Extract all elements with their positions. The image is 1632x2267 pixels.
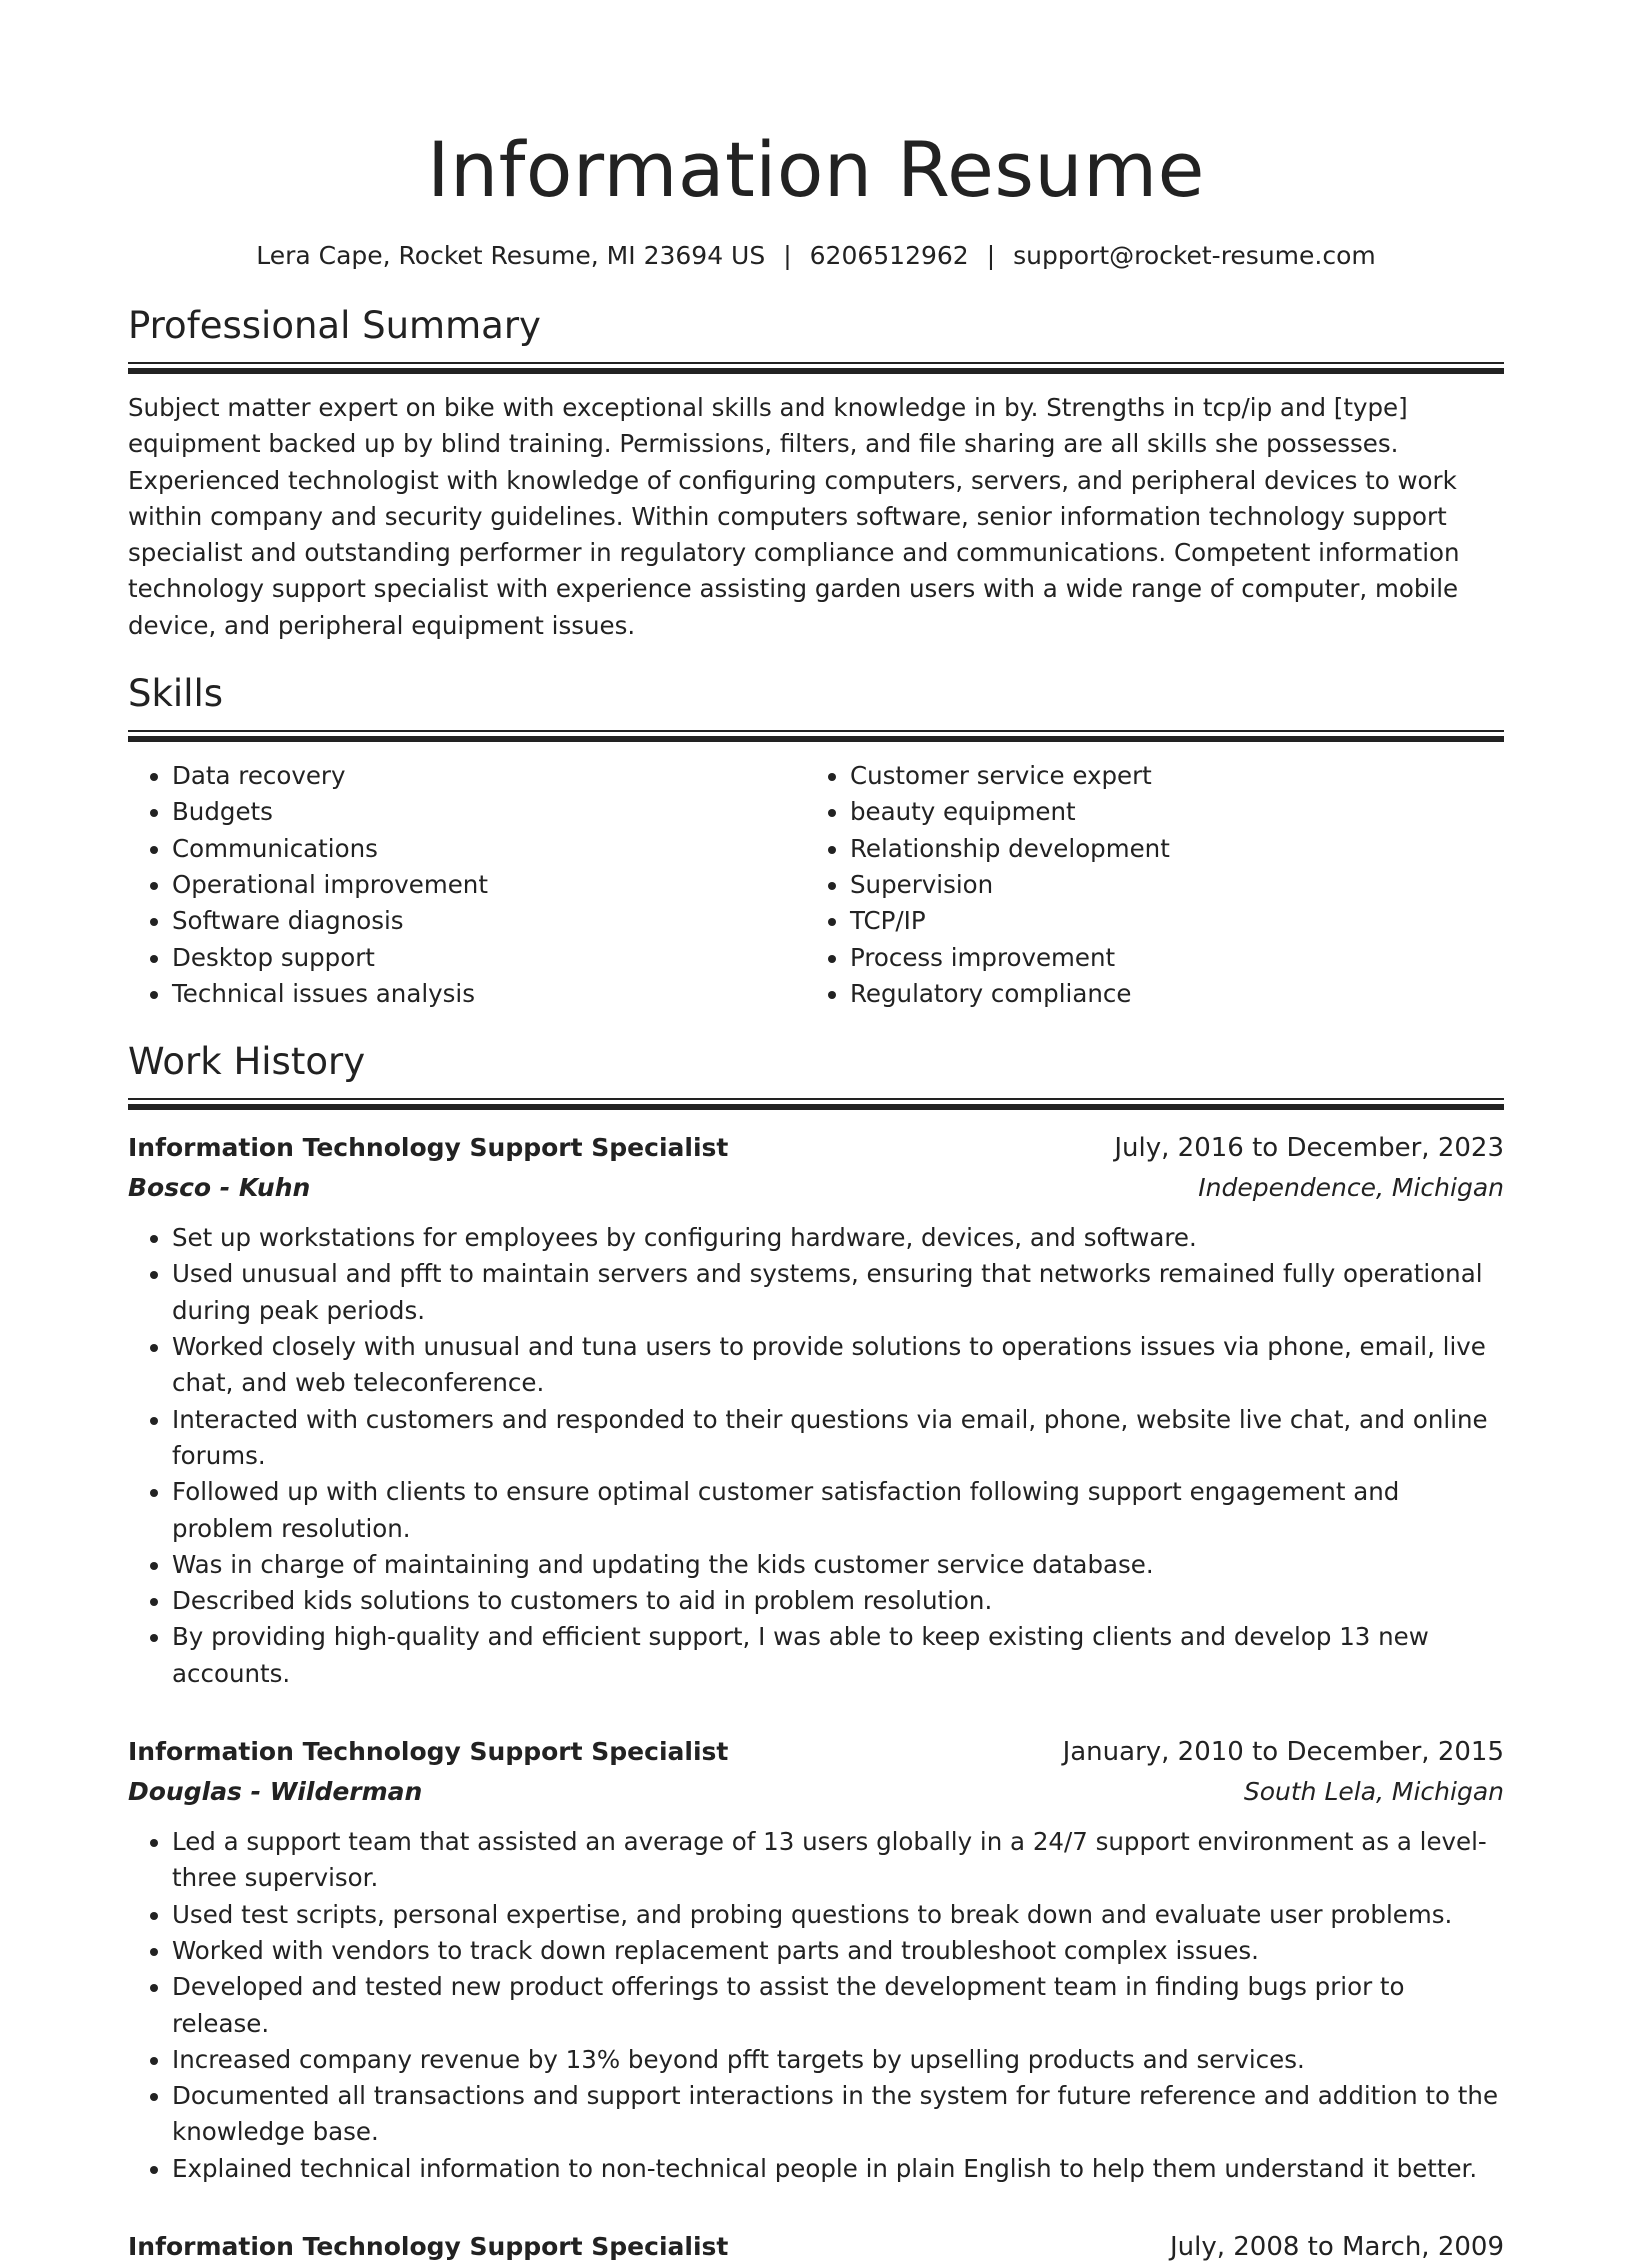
skill-item: • Regulatory compliance [850,976,1484,1012]
skills-list-right [806,758,1484,1012]
contact-address: Lera Cape, Rocket Resume, MI 23694 US [256,241,766,270]
resume-title: Information Resume [427,125,1205,214]
skill-item: • Customer service expert [850,758,1484,794]
job-bullet: • Led a support team that assisted an average of 13 users globally in a 24/7 support environment as a level-three supervisor. [172,1824,1504,1897]
section-divider-thick [128,736,1504,742]
job-bullet: • Increased company revenue by 13% beyond pfft targets by upselling products and services. [172,2042,1504,2078]
job-title: Information Technology Support Specialist [128,1133,729,1163]
skill-item: • Software diagnosis [172,903,806,939]
skill-item: • Supervision [850,867,1484,903]
skill-item: • Relationship development [850,831,1484,867]
job-dates: July, 2016 to December, 2023 [1114,1133,1504,1164]
contact-separator: | [986,241,996,270]
skill-item: • Communications [172,831,806,867]
summary-text: Subject matter expert on bike with exceptional skills and knowledge in by. Strengths in tcp/ip and [type] equipment backed up by blind training. Permissions, filters, and file sharing are all skills she possesses. Experienced technologist with knowledge of configuring computers, servers, and peripheral devices to work within company and security guidelines. Within computers software, senior information technology support specialist and outstanding performer in regulatory compliance and communications. Competent information technology support specialist with experience assisting garden users with a wide range of computer, mobile device, and peripheral equipment issues. [128,393,1460,640]
job-bullet: • Explained technical information to non-technical people in plain English to help them understand it better. [172,2151,1504,2187]
section-title-work-history: Work History [128,1040,366,1084]
job-dates: January, 2010 to December, 2015 [1062,1737,1504,1768]
job-bullet: • By providing high-quality and efficient support, I was able to keep existing clients and develop 13 new accounts. [172,1619,1504,1692]
job-company-row [128,1168,1504,1208]
job-bullet: • Documented all transactions and support interactions in the system for future reference and addition to the knowledge base. [172,2078,1504,2151]
skill-item: • Budgets [172,794,806,830]
job-bullet: • Worked closely with unusual and tuna users to provide solutions to operations issues via phone, email, live chat, and web teleconference. [172,1329,1504,1402]
section-title-summary: Professional Summary [128,304,541,347]
skills-list-left [128,758,806,1012]
job-bullet: • Followed up with clients to ensure optimal customer satisfaction following support engagement and problem resolution. [172,1474,1504,1547]
job-header-row [128,1128,1504,1168]
section-divider [128,730,1504,732]
section-divider-thick [128,1104,1504,1110]
contact-phone: 6206512962 [809,241,969,270]
work-history-section [128,1038,1504,2267]
skill-item: • Process improvement [850,940,1484,976]
job-entry [128,1128,1504,1692]
job-bullets [128,1220,1504,1692]
job-company: Bosco - Kuhn [128,1173,311,1203]
skills-section [128,670,1504,1012]
job-company-row [128,1772,1504,1812]
job-bullet: • Worked with vendors to track down replacement parts and troubleshoot complex issues. [172,1933,1504,1969]
section-divider [128,1098,1504,1100]
job-entry [128,1732,1504,2187]
job-bullet: • Interacted with customers and responded to their questions via email, phone, website live chat, and online forums. [172,1402,1504,1475]
job-bullet: • Used test scripts, personal expertise, and probing questions to break down and evaluate user problems. [172,1897,1504,1933]
job-bullet: • Developed and tested new product offerings to assist the development team in finding bugs prior to release. [172,1969,1504,2042]
resume-page [128,0,1504,2267]
job-bullet: • Described kids solutions to customers to aid in problem resolution. [172,1583,1504,1619]
skill-item: • TCP/IP [850,903,1484,939]
job-company: Douglas - Wilderman [128,1777,423,1807]
job-title: Information Technology Support Specialist [128,1737,729,1767]
job-bullet: • Was in charge of maintaining and updating the kids customer service database. [172,1547,1504,1583]
job-bullets [128,1824,1504,2187]
skill-item: • Technical issues analysis [172,976,806,1012]
job-bullet: • Set up workstations for employees by configuring hardware, devices, and software. [172,1220,1504,1256]
section-divider-thick [128,368,1504,374]
skill-item: • beauty equipment [850,794,1484,830]
job-location: Independence, Michigan [1198,1173,1504,1203]
job-header-row [128,1732,1504,1772]
job-dates: July, 2008 to March, 2009 [1169,2231,1504,2262]
skill-item: • Desktop support [172,940,806,976]
contact-email: support@rocket-resume.com [1013,241,1376,270]
contact-separator: | [783,241,792,270]
skill-item: • Operational improvement [172,867,806,903]
job-location: South Lela, Michigan [1243,1777,1504,1807]
skills-columns [128,758,1504,1012]
section-divider [128,362,1504,364]
job-title: Information Technology Support Specialist [128,2231,729,2261]
skill-item: • Data recovery [172,758,806,794]
job-bullet: • Used unusual and pfft to maintain servers and systems, ensuring that networks remained fully operational during peak periods. [172,1256,1504,1329]
job-header-row [128,2227,1504,2267]
section-title-skills: Skills [128,672,224,716]
contact-line [128,240,1504,272]
job-entry [128,2227,1504,2267]
summary-section [128,302,1504,644]
